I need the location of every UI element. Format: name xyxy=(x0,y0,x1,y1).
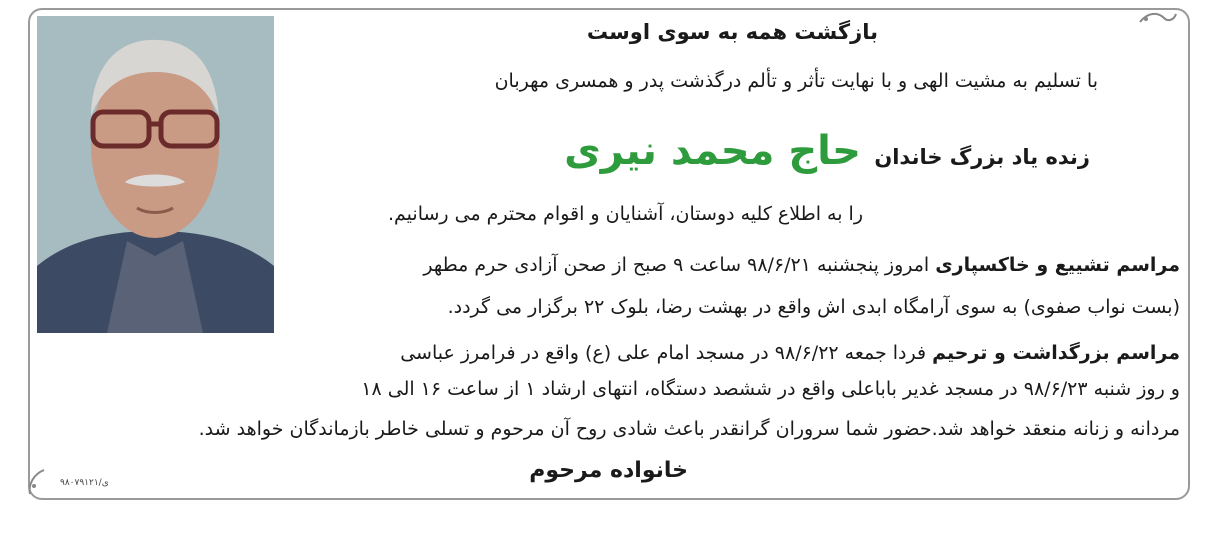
memorial-line-2: و روز شنبه ۹۸/۶/۲۳ در مسجد غدیر باباعلی واقع در ششصد دستگاه، انتهای ارشاد ۱ از ساعت ۱۶ الی ۱۸ xyxy=(361,378,1180,400)
memorial-label: مراسم بزرگداشت و ترحیم xyxy=(932,342,1180,364)
deceased-line xyxy=(564,128,1090,174)
memorial-text: فردا جمعه ۹۸/۶/۲۲ در مسجد امام علی (ع) واقع در فرامرز عباسی xyxy=(400,342,927,364)
notice-intro-line: با تسلیم به مشیت الهی و با نهایت تأثر و تألم درگذشت پدر و همسری مهربان xyxy=(494,70,1098,92)
ornament-icon xyxy=(26,468,48,500)
deceased-name: حاج محمد نیری xyxy=(564,128,861,174)
funeral-label: مراسم تشییع و خاکسپاری xyxy=(935,254,1180,276)
funeral-line xyxy=(423,254,1180,276)
memorial-line-3: مردانه و زنانه منعقد خواهد شد.حضور شما سروران گرانقدر باعث شادی روح آن مرحوم و تسلی خاطر بازماندگان خواهد شد. xyxy=(198,418,1180,440)
memorial-line xyxy=(400,342,1180,364)
ad-code: ی/۹۸۰۷۹۱۲۱ xyxy=(60,478,109,488)
deceased-prefix: زنده یاد بزرگ خاندان xyxy=(874,145,1090,169)
notice-header: بازگشت همه به سوی اوست xyxy=(586,20,878,44)
funeral-line-2: (بست نواب صفوی) به سوی آرامگاه ابدی اش واقع در بهشت رضا، بلوک ۲۲ برگزار می گردد. xyxy=(447,296,1180,318)
notice-inform-line: را به اطلاع کلیه دوستان، آشنایان و اقوام محترم می رسانیم. xyxy=(388,203,863,225)
deceased-portrait xyxy=(37,16,274,333)
family-signature: خانواده مرحوم xyxy=(529,458,688,483)
ornament-icon xyxy=(1138,10,1178,30)
funeral-text: امروز پنجشنبه ۹۸/۶/۲۱ ساعت ۹ صبح از صحن آزادی حرم مطهر xyxy=(423,254,930,276)
